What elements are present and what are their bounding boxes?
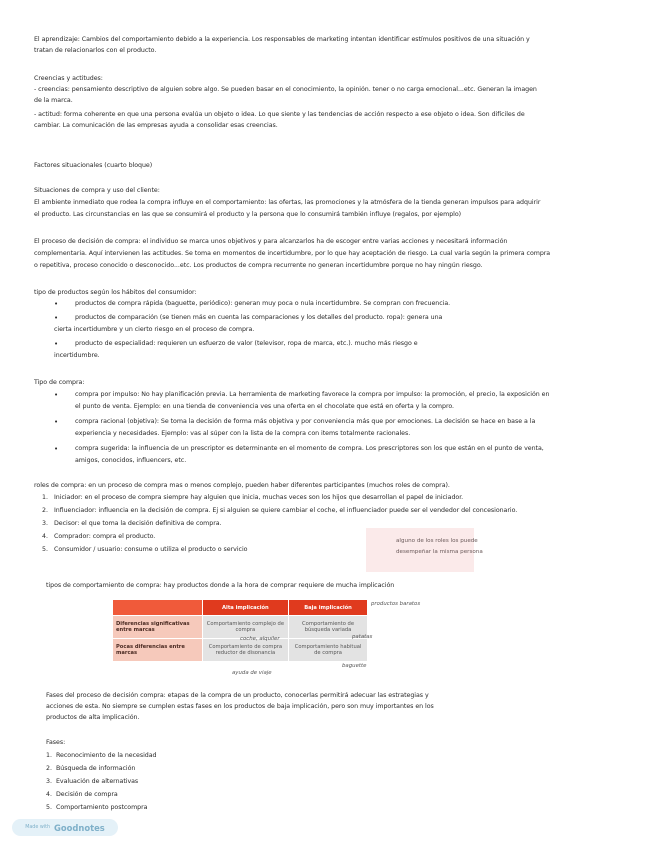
text-line: El proceso de decisión de compra: el individuo se marca unos objetivos y para alcanzarlos ha de escoger entre varias acciones y necesitará información bbox=[34, 238, 508, 245]
badge-brand-text: Goodnotes bbox=[54, 822, 105, 833]
list-number: 1. bbox=[42, 494, 49, 501]
bullet-icon: • bbox=[54, 445, 59, 453]
list-item: Evaluación de alternativas bbox=[56, 778, 139, 785]
involvement-matrix bbox=[112, 599, 368, 662]
text-line: El ambiente inmediato que rodea la compra influye en el comportamiento: las ofertas, las promociones y la atmósfera de la tienda generan impulsos para adquirir bbox=[34, 199, 541, 206]
matrix-col-high: Alta implicación bbox=[202, 600, 288, 616]
annotation: coche, alquiler bbox=[240, 636, 280, 642]
bullet-icon: • bbox=[54, 340, 59, 348]
list-number: 5. bbox=[42, 546, 49, 553]
text-line: - creencias: pensamiento descriptivo de alguien sobre algo. Se pueden basar en el conocimiento, la opinión. tener o no carga emocional...etc. Generan la imagen bbox=[34, 86, 537, 93]
list-item: Consumidor / usuario: consume o utiliza el producto o servicio bbox=[54, 546, 248, 553]
section-heading: tipo de productos según los hábitos del consumidor: bbox=[34, 289, 197, 296]
text-line: de la marca. bbox=[34, 97, 73, 104]
text-line: acciones de esta. No siempre se cumplen estas fases en los productos de baja implicación, pero son muy importantes en los bbox=[46, 703, 434, 710]
bullet-icon: • bbox=[54, 300, 59, 308]
text-line: tratan de relacionarlos con el producto. bbox=[34, 47, 157, 54]
list-number: 1. bbox=[46, 752, 53, 759]
annotation: productos baratos bbox=[371, 601, 421, 607]
matrix-cell: Comportamiento complejo de compra bbox=[202, 616, 288, 639]
list-item: amigos, conocidos, influencers, etc. bbox=[75, 457, 187, 464]
annotation: ayuda de viaje bbox=[232, 670, 272, 676]
list-number: 5. bbox=[46, 804, 53, 811]
list-item: productos de comparación (se tienen más en cuenta las comparaciones y los detalles del producto. ropa): genera una bbox=[75, 314, 443, 321]
bullet-icon: • bbox=[54, 391, 59, 399]
list-number: 2. bbox=[46, 765, 53, 772]
sticky-note-line: alguno de los roles los puede bbox=[396, 538, 478, 544]
text-line: productos de alta implicación. bbox=[46, 714, 140, 721]
badge-small-text: Made with bbox=[25, 825, 50, 830]
matrix-corner bbox=[113, 600, 203, 616]
list-item: incertidumbre. bbox=[54, 352, 100, 359]
section-heading: Situaciones de compra y uso del cliente: bbox=[34, 187, 160, 194]
list-item: cierta incertidumbre y un cierto riesgo en el proceso de compra. bbox=[54, 326, 255, 333]
list-number: 4. bbox=[46, 791, 53, 798]
list-item: productos de compra rápida (baguette, periódico): generan muy poca o nula incertidumbre. Se compran con frecuencia. bbox=[75, 300, 451, 307]
list-item: Búsqueda de información bbox=[56, 765, 136, 772]
list-item: experiencia y necesidades. Ejemplo: vas al súper con la lista de la compra con items totalmente racionales. bbox=[75, 430, 411, 437]
text-line: cambiar. La comunicación de las empresas ayuda a consolidar esas creencias. bbox=[34, 122, 278, 129]
list-item: Decisor: el que toma la decisión definitiva de compra. bbox=[54, 520, 222, 527]
text-line: - actitud: forma coherente en que una persona evalúa un objeto o idea. Lo que siente y las tendencias de acción respecto a ese objeto o idea. Son difíciles de bbox=[34, 111, 525, 118]
made-with-goodnotes-badge[interactable] bbox=[12, 819, 118, 836]
sticky-note-line: desempeñar la misma persona bbox=[396, 549, 483, 555]
matrix-cell: Comportamiento de búsqueda variada bbox=[289, 616, 368, 639]
list-item: Comportamiento postcompra bbox=[56, 804, 148, 811]
matrix-row-header: Pocas diferencias entre marcas bbox=[113, 639, 203, 662]
section-heading: Fases: bbox=[46, 739, 66, 746]
section-heading: Creencias y actitudes: bbox=[34, 75, 103, 82]
list-number: 3. bbox=[42, 520, 49, 527]
list-item: producto de especialidad: requieren un esfuerzo de valor (televisor, ropa de marca, etc.). mucho más riesgo e bbox=[75, 340, 418, 347]
text-line: o repetitiva, proceso conocido o desconocido...etc. Los productos de compra recurrente no generan incertidumbre porque no hay ningún riesgo. bbox=[34, 262, 483, 269]
text-line: Fases del proceso de decisión compra: etapas de la compra de un producto, conocerlas permitirá adecuar las estrategias y bbox=[46, 692, 429, 699]
section-heading: roles de compra: en un proceso de compra mas o menos complejo, pueden haber diferentes participantes (muchos roles de compra). bbox=[34, 482, 450, 489]
bullet-icon: • bbox=[54, 418, 59, 426]
text-line: El aprendizaje: Cambios del comportamiento debido a la experiencia. Los responsables de marketing intentan identificar estímulos positivos de una situación y bbox=[34, 36, 530, 43]
section-heading: Tipo de compra: bbox=[34, 379, 85, 386]
list-number: 4. bbox=[42, 533, 49, 540]
section-heading: Factores situacionales (cuarto bloque) bbox=[34, 162, 153, 169]
list-item: Iniciador: en el proceso de compra siempre hay alguien que inicia, muchas veces son los hijos que desarrollan el papel de iniciador. bbox=[54, 494, 464, 501]
list-number: 3. bbox=[46, 778, 53, 785]
list-item: compra sugerida: la influencia de un prescriptor es determinante en el momento de compra. Los prescriptores son los que están en el punto de venta, bbox=[75, 445, 544, 452]
list-item: Decisión de compra bbox=[56, 791, 118, 798]
sticky-note bbox=[366, 528, 483, 572]
bullet-icon: • bbox=[54, 314, 59, 322]
list-item: compra por impulso: No hay planificación previa. La herramienta de marketing favorece la compra por impulso: la promoción, el precio, la exposición en bbox=[75, 391, 550, 398]
annotation: patatas bbox=[352, 634, 373, 640]
list-item: compra racional (objetiva): Se toma la decisión de forma más objetiva y por conveniencia más que por emociones. La decisión se hace en base a la bbox=[75, 418, 536, 425]
list-item: Comprador: compra el producto. bbox=[54, 533, 156, 540]
text-line: tipos de comportamiento de compra: hay productos donde a la hora de comprar requiere de mucha implicación bbox=[46, 582, 395, 589]
list-item: el punto de venta. Ejemplo: en una tienda de conveniencia ves una oferta en el chocolate que está en oferta y la compro. bbox=[75, 403, 454, 410]
matrix-col-low: Baja implicación bbox=[289, 600, 368, 616]
text-line: el producto. Las circunstancias en las que se consumirá el producto y la persona que lo consumirá también influye (regalos, por ejemplo) bbox=[34, 211, 462, 218]
matrix-cell: Comportamiento habitual de compra bbox=[289, 639, 368, 662]
matrix-row-header: Diferencias significativas entre marcas bbox=[113, 616, 203, 639]
list-number: 2. bbox=[42, 507, 49, 514]
annotation: baguette bbox=[342, 663, 367, 669]
list-item: Reconocimiento de la necesidad bbox=[56, 752, 157, 759]
matrix-cell: Comportamiento de compra reductor de disonancia bbox=[202, 639, 288, 662]
text-line: complementaria. Aquí intervienen las actitudes. Se toma en momentos de incertidumbre, por lo que hay aceptación de riesgo. La cual varía según la primera compra bbox=[34, 250, 551, 257]
list-item: Influenciador: influencia en la decisión de compra. Ej si alguien se quiere cambiar el coche, el influenciador puede ser el vendedor del concesionario. bbox=[54, 507, 518, 514]
